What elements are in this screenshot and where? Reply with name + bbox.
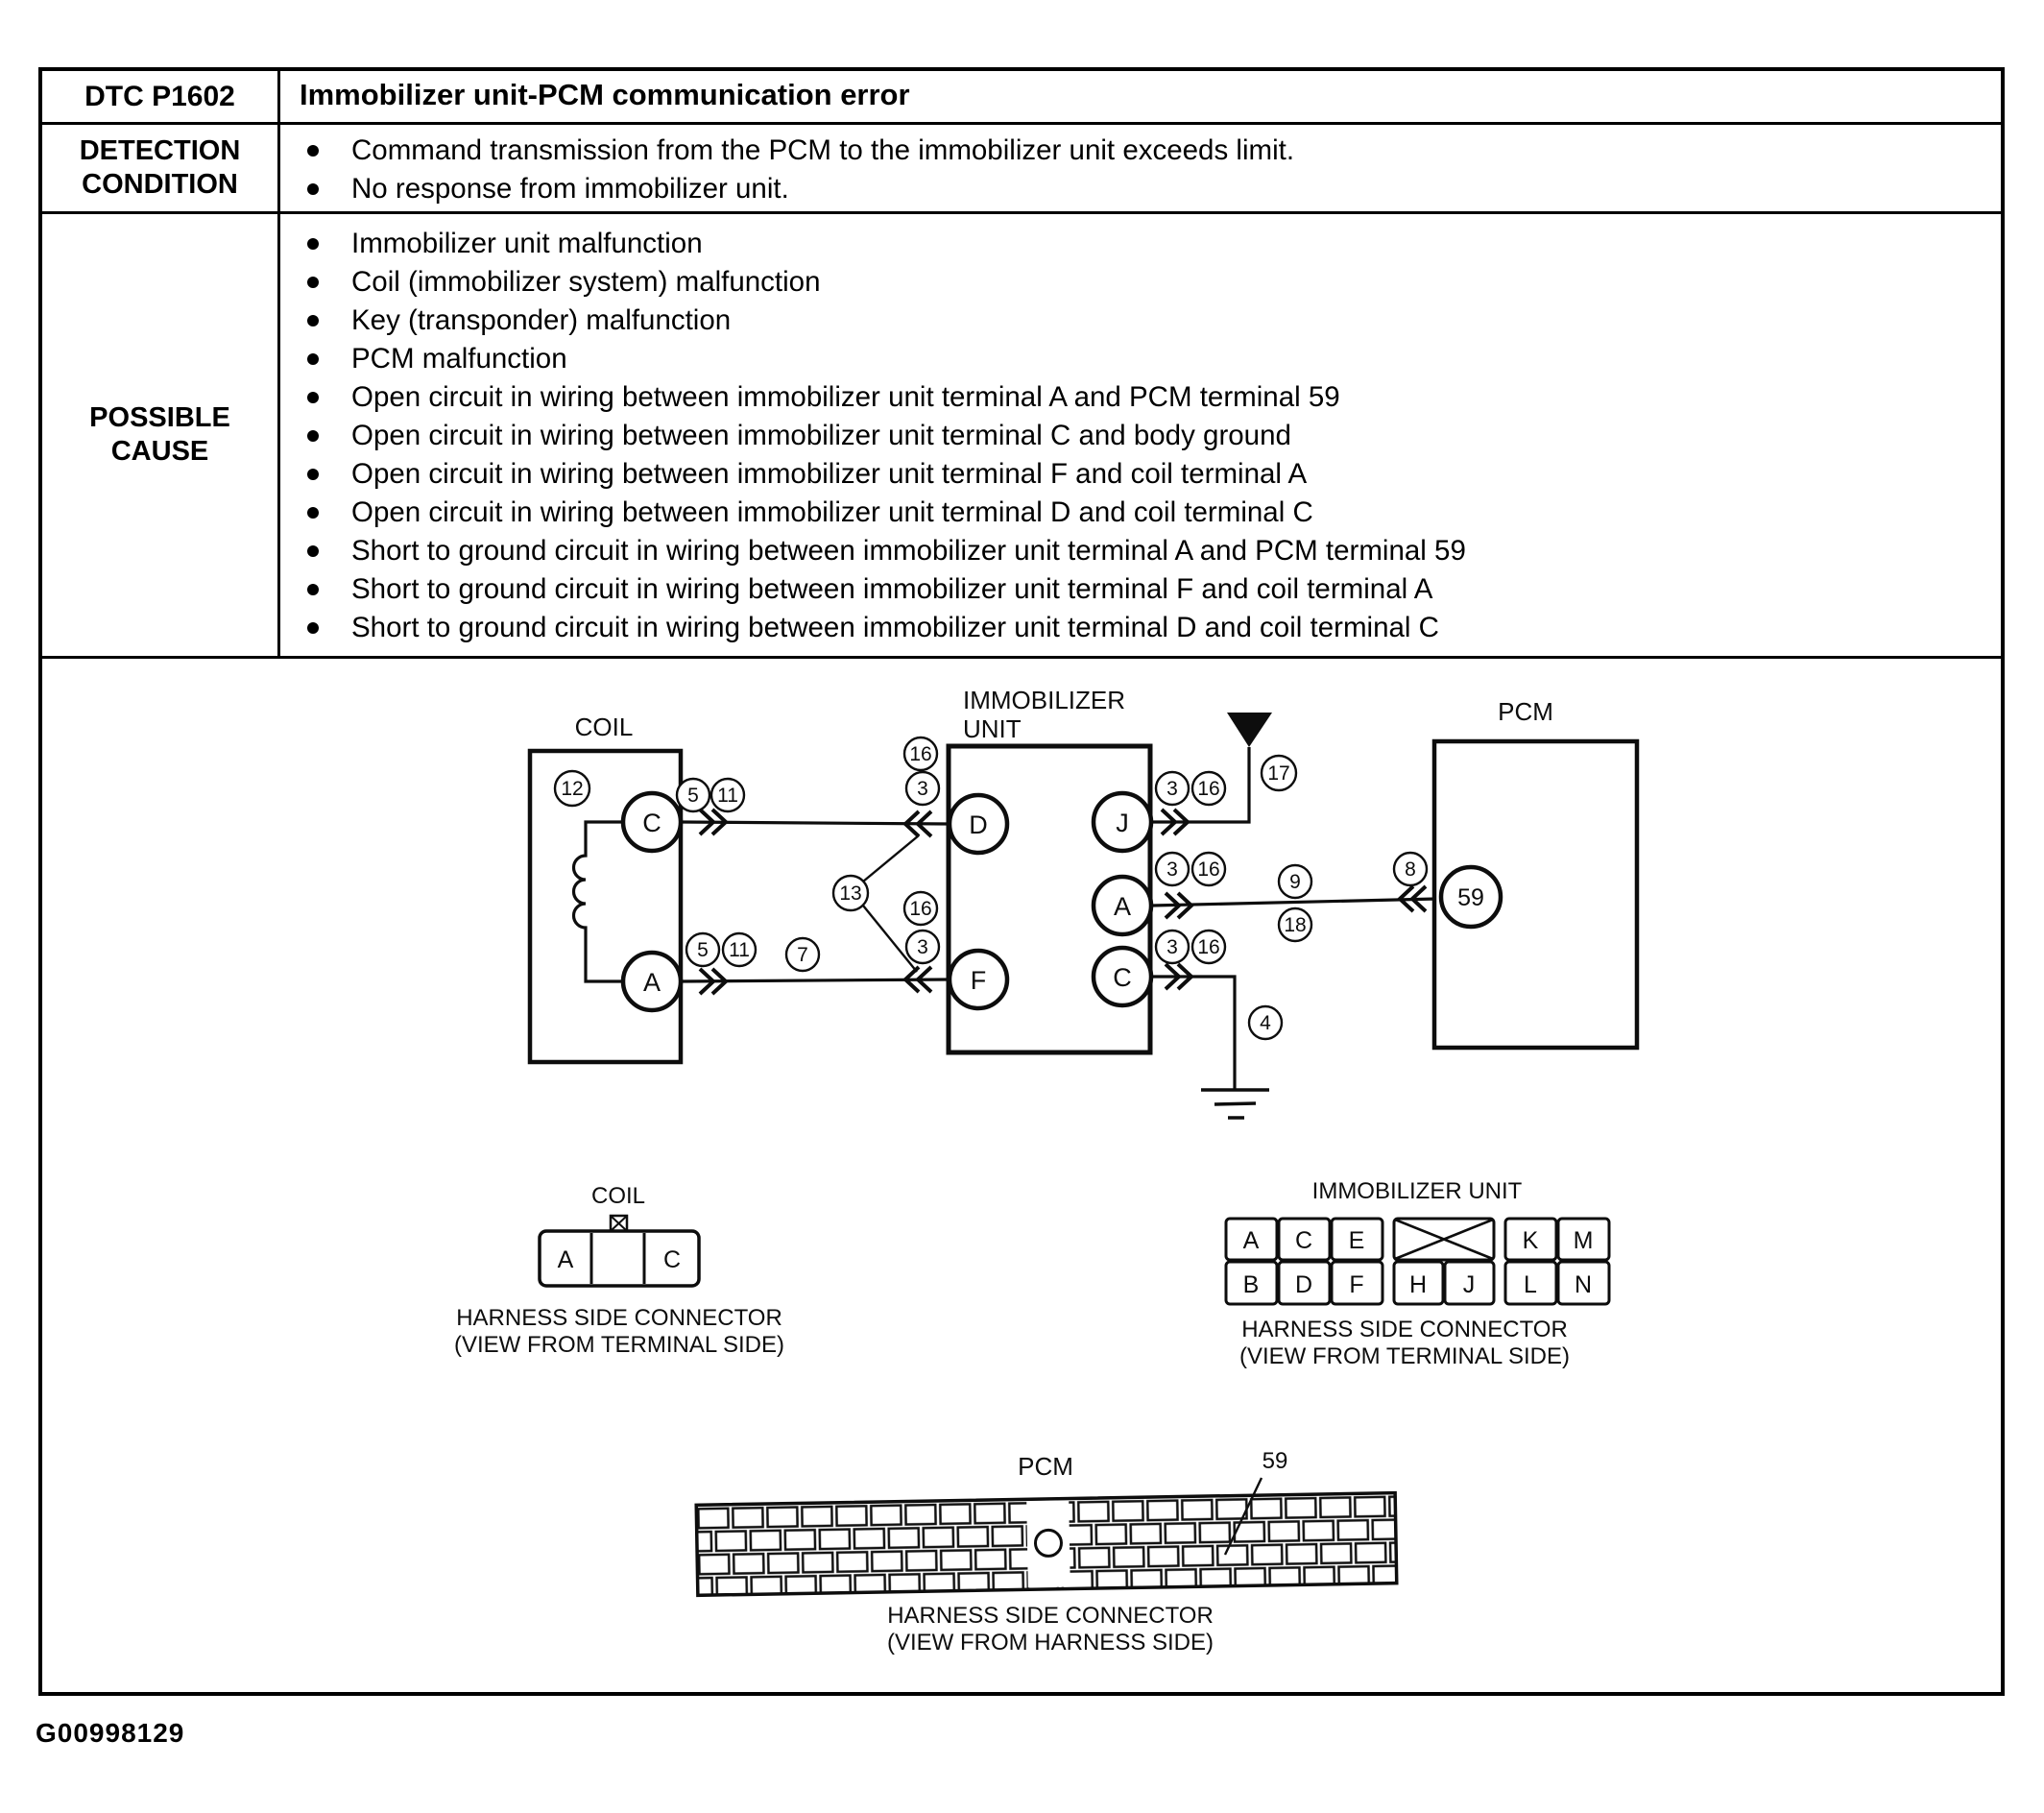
- immobilizer-connector-caption-line1: HARNESS SIDE CONNECTOR: [1241, 1317, 1568, 1342]
- svg-text:59: 59: [1457, 884, 1484, 911]
- svg-text:16: 16: [1197, 778, 1220, 800]
- possible-cause-row: [42, 214, 2001, 659]
- imm-pin-label: M: [1573, 1227, 1594, 1254]
- pcm-connector-title: PCM: [1018, 1452, 1073, 1481]
- callout-11: [723, 933, 756, 966]
- svg-text:5: 5: [697, 939, 709, 961]
- imm-pin-label: D: [1294, 1271, 1313, 1298]
- immobilizer-connector-title: IMMOBILIZER UNIT: [1311, 1178, 1523, 1204]
- svg-text:F: F: [970, 966, 987, 995]
- dtc-table: [38, 67, 2005, 1696]
- imm-pin-label: L: [1524, 1271, 1537, 1298]
- callout-5: [686, 933, 719, 966]
- svg-text:J: J: [1116, 809, 1129, 837]
- dtc-header-row: [42, 71, 2001, 125]
- callout-9: [1279, 865, 1311, 898]
- svg-text:A: A: [642, 968, 661, 997]
- svg-text:A: A: [1113, 892, 1132, 921]
- imm-pin-label: E: [1348, 1227, 1365, 1254]
- callout-16: [1192, 931, 1225, 963]
- coil-pin-c: C: [662, 1246, 682, 1273]
- coil-connector-view: [454, 1183, 784, 1358]
- svg-text:5: 5: [687, 785, 699, 807]
- list-item: Open circuit in wiring between immobilizer unit terminal D and coil terminal C: [280, 494, 2001, 532]
- callout-3: [1156, 931, 1189, 963]
- svg-text:7: 7: [797, 944, 808, 966]
- svg-text:13: 13: [839, 882, 862, 905]
- wiring-diagram: [42, 659, 2002, 1692]
- pcm-terminal-59-callout: 59: [1262, 1448, 1288, 1474]
- svg-text:16: 16: [1197, 858, 1220, 881]
- list-item: Coil (immobilizer system) malfunction: [280, 263, 2001, 302]
- svg-text:9: 9: [1289, 871, 1301, 893]
- svg-text:3: 3: [917, 778, 928, 800]
- ground-icon: [1201, 1090, 1269, 1118]
- terminal-coil-a: [623, 953, 681, 1010]
- svg-text:11: 11: [717, 785, 738, 807]
- svg-text:D: D: [969, 810, 988, 839]
- callout-16: [1192, 853, 1225, 885]
- list-item: Short to ground circuit in wiring between immobilizer unit terminal F and coil terminal A: [280, 570, 2001, 609]
- svg-text:18: 18: [1284, 914, 1307, 936]
- list-item: Open circuit in wiring between immobilizer unit terminal A and PCM terminal 59: [280, 378, 2001, 417]
- callout-5: [677, 779, 709, 811]
- pcm-connector-body: [696, 1493, 1397, 1596]
- coil-box-label: COIL: [574, 713, 634, 741]
- antenna-icon: [1227, 713, 1272, 747]
- list-item: Command transmission from the PCM to the immobilizer unit exceeds limit.: [280, 132, 2001, 170]
- svg-text:4: 4: [1260, 1012, 1271, 1034]
- terminal-coil-c: [623, 793, 681, 851]
- dtc-title: Immobilizer unit-PCM communication error: [300, 78, 910, 111]
- pcm-connector-guide-hole: [1035, 1530, 1061, 1556]
- pcm-box-label: PCM: [1498, 697, 1553, 726]
- pcm-connector-caption-line1: HARNESS SIDE CONNECTOR: [887, 1603, 1214, 1629]
- callout-3: [1156, 853, 1189, 885]
- svg-text:3: 3: [1166, 936, 1178, 958]
- svg-text:16: 16: [1197, 936, 1220, 958]
- callout-16: [904, 892, 937, 925]
- callout-12: [555, 771, 589, 806]
- list-item: Key (transponder) malfunction: [280, 302, 2001, 340]
- list-item: PCM malfunction: [280, 340, 2001, 378]
- callout-8: [1394, 853, 1427, 885]
- terminal-imm-j: [1094, 793, 1151, 851]
- terminal-pcm-59: [1441, 867, 1501, 927]
- imm-pin-label: H: [1408, 1271, 1428, 1298]
- svg-text:C: C: [1113, 963, 1132, 992]
- dtc-code: DTC P1602: [84, 80, 235, 112]
- svg-text:11: 11: [729, 939, 750, 961]
- detection-condition-label: DETECTION CONDITION: [42, 125, 280, 211]
- list-item: No response from immobilizer unit.: [280, 170, 2001, 208]
- callout-3: [1156, 772, 1189, 805]
- svg-text:3: 3: [1166, 778, 1178, 800]
- imm-pin-label: F: [1349, 1271, 1364, 1298]
- svg-text:12: 12: [561, 778, 584, 800]
- callout-16: [1192, 772, 1225, 805]
- list-item: Open circuit in wiring between immobilizer unit terminal F and coil terminal A: [280, 455, 2001, 494]
- terminal-imm-a: [1094, 877, 1151, 934]
- list-item: Short to ground circuit in wiring between immobilizer unit terminal D and coil terminal C: [280, 609, 2001, 647]
- detection-condition-row: [42, 125, 2001, 214]
- list-item: Immobilizer unit malfunction: [280, 225, 2001, 263]
- terminal-imm-f: [950, 951, 1007, 1008]
- coil-connector-title: COIL: [590, 1183, 646, 1209]
- imm-pin-label: A: [1242, 1227, 1260, 1254]
- imm-pin-label: B: [1242, 1271, 1260, 1298]
- svg-text:17: 17: [1267, 762, 1290, 785]
- svg-text:16: 16: [909, 743, 932, 765]
- imm-pin-label: N: [1574, 1271, 1593, 1298]
- immobilizer-connector-caption-line2: (VIEW FROM TERMINAL SIDE): [1238, 1343, 1571, 1369]
- svg-text:C: C: [642, 809, 661, 837]
- immobilizer-box-label-line1: IMMOBILIZER: [963, 686, 1126, 714]
- list-item: Open circuit in wiring between immobilizer unit terminal C and body ground: [280, 417, 2001, 455]
- pcm-connector-caption-line2: (VIEW FROM HARNESS SIDE): [886, 1630, 1214, 1656]
- svg-text:16: 16: [909, 898, 932, 920]
- callout-17: [1262, 756, 1296, 790]
- callout-18: [1279, 908, 1311, 941]
- pcm-connector-view: [696, 1448, 1397, 1656]
- figure-id: G00998129: [36, 1718, 185, 1748]
- callout-11: [711, 779, 744, 811]
- cause-list: [280, 214, 2001, 647]
- wire-immA-pcm59: [1152, 899, 1436, 906]
- detection-list: [280, 125, 2001, 208]
- list-item: Short to ground circuit in wiring between immobilizer unit terminal A and PCM terminal 59: [280, 532, 2001, 570]
- wire-immC-ground: [1151, 977, 1235, 1089]
- coil-pin-a: A: [557, 1246, 574, 1273]
- coil-connector-caption-line2: (VIEW FROM TERMINAL SIDE): [453, 1332, 785, 1358]
- callout-3: [906, 772, 939, 805]
- svg-text:3: 3: [1166, 858, 1178, 881]
- figure-area: [42, 659, 2001, 1692]
- svg-text:8: 8: [1405, 858, 1416, 881]
- callout-7: [786, 938, 819, 971]
- imm-pin-label: C: [1294, 1227, 1313, 1254]
- immobilizer-box-label-line2: UNIT: [963, 714, 1022, 743]
- callout-3: [906, 931, 939, 963]
- imm-pin-label: J: [1462, 1271, 1476, 1298]
- coil-connector-caption-line1: HARNESS SIDE CONNECTOR: [456, 1305, 782, 1331]
- callout-4: [1249, 1006, 1282, 1039]
- imm-pin-label: K: [1522, 1227, 1539, 1254]
- callout-13: [833, 876, 868, 910]
- dtc-code-cell: [42, 71, 280, 122]
- callout-16: [904, 737, 937, 770]
- terminal-imm-d: [950, 795, 1007, 853]
- svg-text:3: 3: [917, 936, 928, 958]
- possible-cause-label: POSSIBLE CAUSE: [42, 214, 280, 656]
- terminal-imm-c: [1094, 948, 1151, 1005]
- immobilizer-connector-view: [1226, 1178, 1609, 1369]
